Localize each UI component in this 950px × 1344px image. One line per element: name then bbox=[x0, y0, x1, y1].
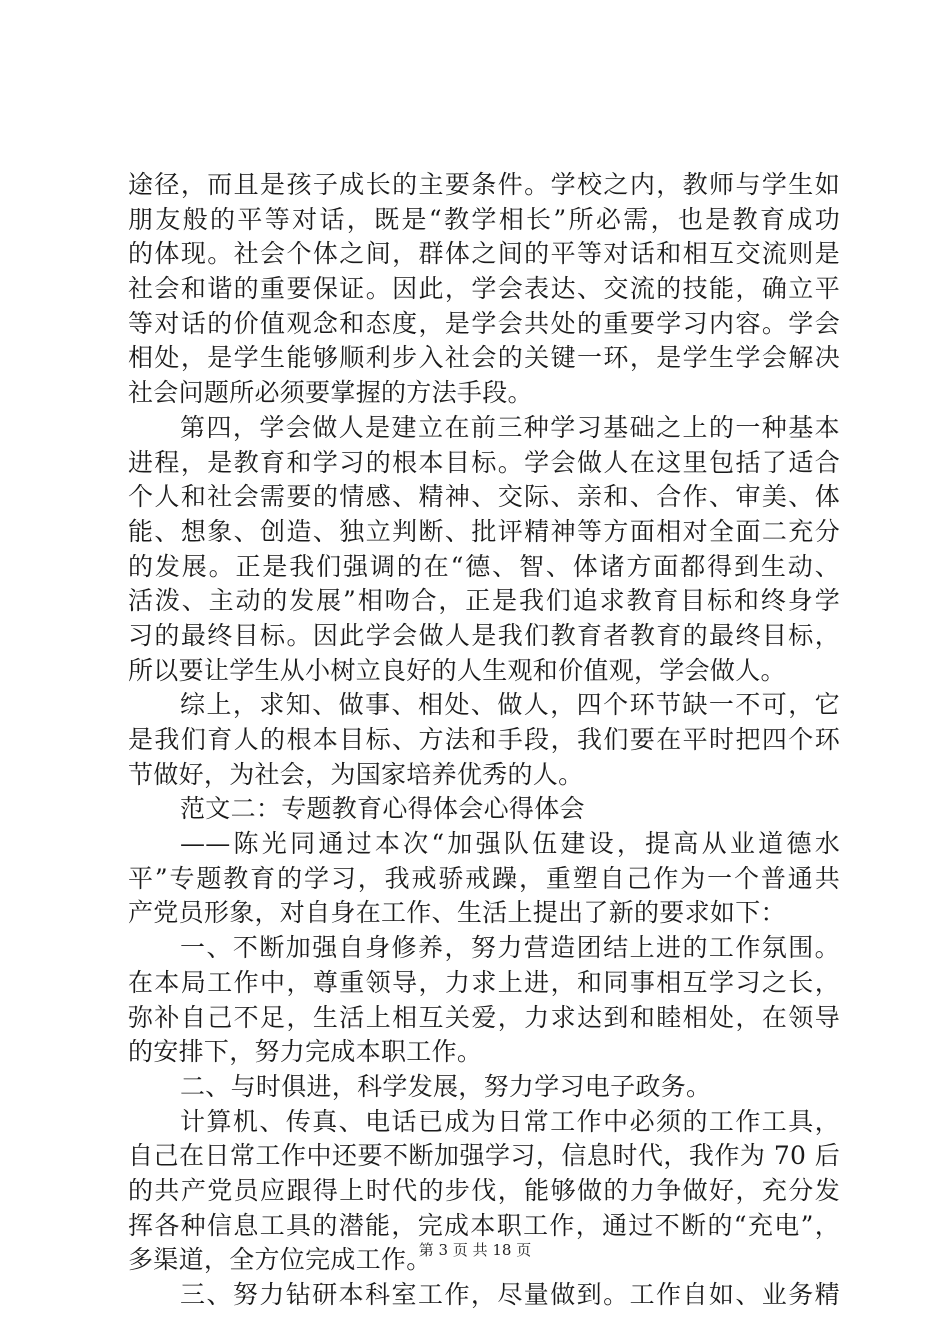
text-line: 活泼、主动的发展”相吻合，正是我们追求教育目标和终身学 bbox=[128, 586, 840, 616]
text-line: ——陈光同通过本次“加强队伍建设，提高从业道德水 bbox=[180, 829, 840, 859]
text-line: 弥补自己不足，生活上相互关爱，力求达到和睦相处，在领导 bbox=[128, 1002, 840, 1032]
text-line: 节做好，为社会，为国家培养优秀的人。 bbox=[128, 759, 584, 789]
document-body bbox=[128, 168, 840, 1313]
text-line: 进程，是教育和学习的根本目标。学会做人在这里包括了适合 bbox=[128, 447, 840, 477]
text-line: 产党员形象，对自身在工作、生活上提出了新的要求如下： bbox=[128, 898, 786, 928]
text-line: 习的最终目标。因此学会做人是我们教育者教育的最终目标， bbox=[128, 620, 840, 650]
text-line: 是我们育人的根本目标、方法和手段，我们要在平时把四个环 bbox=[128, 725, 840, 754]
text-line: 第四，学会做人是建立在前三种学习基础之上的一种基本 bbox=[180, 412, 840, 442]
page-footer bbox=[0, 1240, 950, 1260]
text-line: 多渠道，全方位完成工作。 bbox=[128, 1245, 432, 1275]
text-line: 等对话的价值观念和态度，是学会共处的重要学习内容。学会 bbox=[128, 308, 840, 338]
text-line: 朋友般的平等对话，既是“教学相长”所必需，也是教育成功 bbox=[128, 204, 840, 234]
page-number: 第 3 页 共 18 页 bbox=[418, 1241, 532, 1259]
text-line: 途径，而且是孩子成长的主要条件。学校之内，教师与学生如 bbox=[128, 170, 840, 199]
text-line: 挥各种信息工具的潜能，完成本职工作，通过不断的“充电”， bbox=[128, 1210, 840, 1240]
text-line: 社会问题所必须要掌握的方法手段。 bbox=[128, 378, 533, 408]
text-line: 个人和社会需要的情感、精神、交际、亲和、合作、审美、体 bbox=[128, 482, 840, 512]
text-line: 社会和谐的重要保证。因此，学会表达、交流的技能，确立平 bbox=[128, 274, 840, 304]
text-line: 二、与时俱进，科学发展，努力学习电子政务。 bbox=[180, 1071, 712, 1101]
text-line: 计算机、传真、电话已成为日常工作中必须的工作工具， bbox=[180, 1106, 840, 1136]
text-line: 平”专题教育的学习，我戒骄戒躁，重塑自己作为一个普通共 bbox=[128, 863, 840, 893]
text-line: 所以要让学生从小树立良好的人生观和价值观，学会做人。 bbox=[128, 655, 786, 685]
text-line: 的安排下，努力完成本职工作。 bbox=[128, 1037, 483, 1067]
text-line: 的共产党员应跟得上时代的步伐，能够做的力争做好，充分发 bbox=[128, 1175, 840, 1205]
text-line: 一、不断加强自身修养，努力营造团结上进的工作氛围。 bbox=[180, 933, 840, 963]
text-line: 三、努力钻研本科室工作，尽量做到。工作自如、业务精 bbox=[180, 1280, 840, 1309]
text-line: 相处，是学生能够顺利步入社会的关键一环，是学生学会解决 bbox=[128, 343, 840, 373]
text-line: 能、想象、创造、独立判断、批评精神等方面相对全面二充分 bbox=[128, 516, 840, 546]
text-line: 范文二：专题教育心得体会心得体会 bbox=[180, 794, 585, 824]
text-line: 综上，求知、做事、相处、做人，四个环节缺一不可，它 bbox=[180, 690, 840, 720]
text-line: 在本局工作中，尊重领导，力求上进，和同事相互学习之长， bbox=[128, 967, 840, 997]
text-line: 的体现。社会个体之间，群体之间的平等对话和相互交流则是 bbox=[128, 239, 840, 269]
text-line: 自己在日常工作中还要不断加强学习，信息时代，我作为 70 后 bbox=[128, 1141, 840, 1171]
text-line: 的发展。正是我们强调的在“德、智、体诸方面都得到生动、 bbox=[128, 551, 840, 581]
